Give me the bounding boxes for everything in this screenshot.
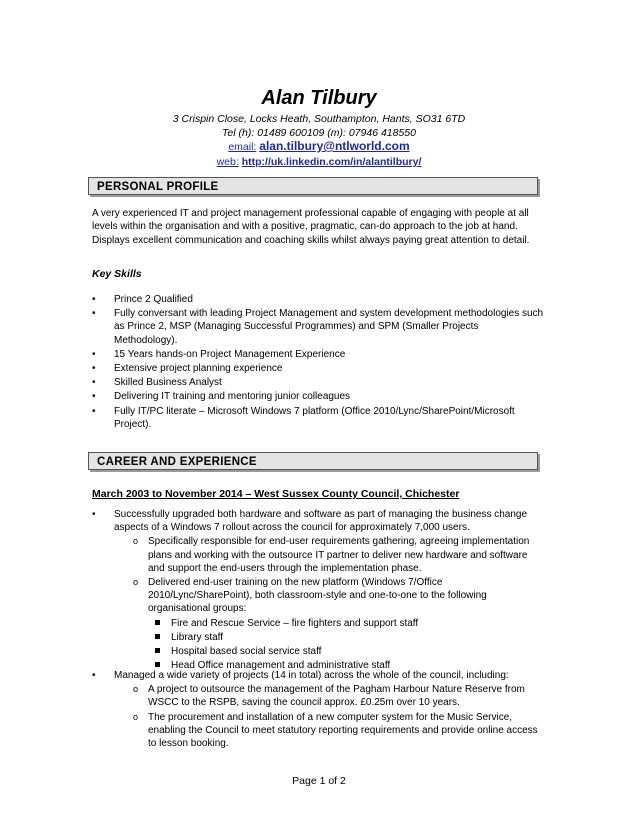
job-title: March 2003 to November 2014 – West Sussex County Council, Chichester: [92, 488, 460, 500]
profile-paragraph: A very experienced IT and project management professional capable of engaging with people at all levels within the organisation and with a positive, pragmatic, can-do approach to the job at hand. Displays excellent communication and coaching skills whilst always paying great attention to detail.: [92, 208, 530, 246]
square-bullet-icon: [155, 634, 160, 639]
group-item: [148, 617, 544, 630]
web-label: web:: [216, 156, 239, 168]
sub-item-text: Delivered end-user training on the new platform (Windows 7/Office 2010/Lync/SharePoint), both classroom-style and one-to-one to the following organisational groups:: [148, 577, 487, 615]
sub-list: [114, 535, 544, 672]
sub-item-text: Specifically responsible for end-user requirements gathering, agreeing implementation plans and working with the outsource IT partner to deliver new hardware and software and support the end-users through the implementation phase.: [148, 536, 530, 574]
section-heading: PERSONAL PROFILE: [97, 181, 219, 193]
skill-text: Fully conversant with leading Project Management and system development methodologies such as Prince 2, MSP (Managing Successful Programmes) and SPM (Smaller Projects Methodology).: [114, 308, 544, 346]
career-heading-bar: [88, 452, 538, 470]
personal-profile-heading-bar: [88, 177, 538, 195]
email-label: email:: [228, 141, 257, 153]
bullet-icon: •: [92, 363, 96, 375]
sub-list-item: [114, 683, 544, 709]
achievement-text: Successfully upgraded both hardware and software as part of managing the business change aspects of a Windows 7 rollout across the council for approximately 7,000 users.: [114, 509, 528, 534]
achievement-text: Managed a wide variety of projects (14 in total) across the whole of the council, including:: [114, 670, 509, 681]
bullet-icon: •: [92, 670, 96, 681]
address-line: 3 Crispin Close, Locks Heath, Southampton, Hants, SO31 6TD: [172, 113, 466, 125]
sub-list-item: [114, 576, 544, 672]
list-item: [92, 307, 544, 347]
list-item: [92, 348, 544, 361]
list-item: [92, 405, 544, 431]
bullet-icon: •: [92, 391, 96, 403]
circle-bullet-icon: o: [133, 536, 139, 547]
skill-text: 15 Years hands-on Project Management Experience: [114, 348, 346, 360]
sub-item-text: A project to outsource the management of the Pagham Harbour Nature Reserve from WSCC to the RSPB, saving the council approx. £0.25m over 10 years.: [148, 684, 525, 709]
email-line: [0, 140, 638, 154]
bullet-icon: •: [92, 294, 96, 305]
group-item: [148, 645, 544, 658]
group-item: [148, 631, 544, 644]
list-item: [92, 669, 544, 750]
web-line: [0, 156, 638, 169]
key-skills-list: [92, 293, 544, 432]
telephone-line: Tel (h): 01489 600109 (m): 07946 418550: [221, 127, 416, 139]
email-link[interactable]: alan.tilbury@ntlworld.com: [259, 139, 410, 153]
bullet-icon: •: [92, 509, 96, 520]
skill-text: Skilled Business Analyst: [114, 377, 222, 389]
list-item: [92, 376, 544, 389]
sub-list-item: [114, 535, 544, 575]
bullet-icon: •: [92, 377, 96, 389]
job-achievements-list: [92, 508, 544, 673]
group-text: Hospital based social service staff: [171, 646, 322, 658]
key-skills-heading: Key Skills: [92, 268, 142, 280]
circle-bullet-icon: o: [133, 684, 139, 695]
skill-text: Delivering IT training and mentoring junior colleagues: [114, 391, 351, 403]
skill-text: Prince 2 Qualified: [114, 294, 193, 305]
group-text: Library staff: [171, 631, 224, 643]
web-link[interactable]: http://uk.linkedin.com/in/alantilbury/: [241, 156, 422, 168]
square-bullet-icon: [155, 662, 160, 667]
section-heading: CAREER AND EXPERIENCE: [97, 456, 257, 468]
sub-list: [114, 683, 544, 750]
circle-bullet-icon: o: [133, 577, 139, 588]
bullet-icon: •: [92, 348, 96, 360]
sub-item-text: The procurement and installation of a new computer system for the Music Service, enabling the Council to meet statutory reporting requirements and provide online access to lesson booking.: [148, 711, 538, 750]
candidate-name: Alan Tilbury: [261, 87, 377, 109]
list-item: [92, 508, 544, 672]
skill-text: Extensive project planning experience: [114, 363, 283, 375]
page-number: Page 1 of 2: [292, 775, 346, 787]
square-bullet-icon: [155, 620, 160, 625]
job-achievements-list-2: [92, 669, 544, 751]
group-text: Fire and Rescue Service – fire fighters and support staff: [171, 617, 419, 629]
skill-text: Fully IT/PC literate – Microsoft Windows 7 platform (Office 2010/Lync/SharePoint/Microsoft Project).: [114, 405, 515, 430]
square-bullet-icon: [155, 648, 160, 653]
bullet-icon: •: [92, 405, 96, 417]
sub-list-item: [114, 711, 544, 751]
list-item: [92, 362, 544, 375]
list-item: [92, 293, 544, 306]
circle-bullet-icon: o: [133, 711, 139, 722]
group-list: [148, 617, 544, 673]
group-text: Head Office management and administrative staff: [171, 660, 391, 672]
list-item: [92, 390, 544, 403]
bullet-icon: •: [92, 308, 96, 320]
